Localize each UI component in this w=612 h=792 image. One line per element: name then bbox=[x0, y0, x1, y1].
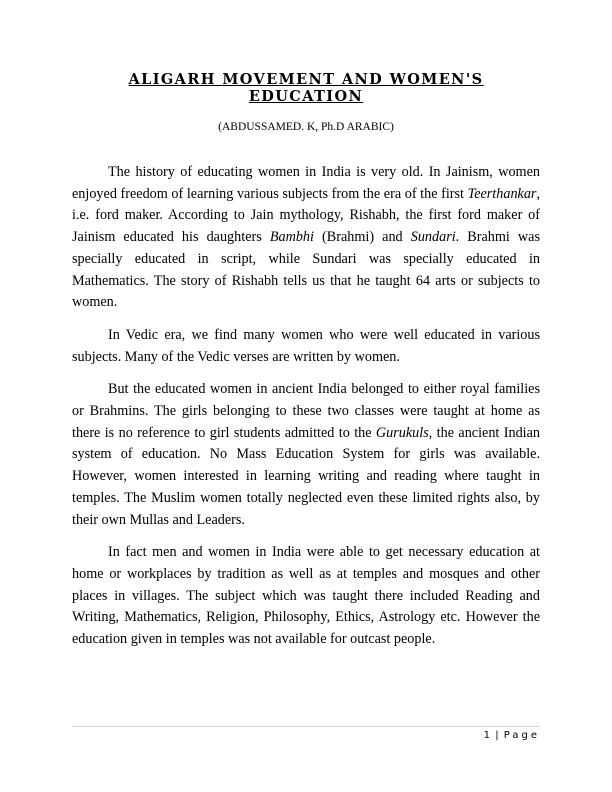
paragraph-villages: In fact men and women in India were able to get necessary education at home or workplaces by tradition as well as at temples and mosques and other places in villages. The subject which was taught there included Reading and Writing, Mathematics, Religion, Philosophy, Ethics, Astrology etc. However the education given in temples was not available for outcast people. bbox=[72, 544, 540, 648]
paragraph-ancient-india bbox=[72, 379, 540, 531]
footer-separator: | bbox=[495, 730, 499, 741]
text-run: , i.e. ford maker. According to Jain mythology, Rishabh, the first ford maker of Jainism educated his daughters bbox=[72, 185, 540, 246]
page-number: 1 bbox=[483, 730, 491, 741]
page-label: Page bbox=[503, 730, 540, 741]
term-bambhi: Bambhi bbox=[269, 229, 314, 246]
document-title: ALIGARH MOVEMENT AND WOMEN'S EDUCATION bbox=[128, 71, 484, 105]
page-footer bbox=[72, 730, 540, 741]
term-gurukuls: Gurukuls bbox=[375, 424, 429, 441]
text-run: , the ancient Indian system of education. No Mass Education System for girls was available. However, women interested in learning writing and reading where taught in temples. The Muslim women totally neglected even these limited rights also, by their own Mullas and Leaders. bbox=[72, 424, 540, 528]
text-run: . Brahmi was specially educated in script, while Sundari was specially educated in Mathematics. The story of Rishabh tells us that he taught 64 arts or subjects to women. bbox=[72, 229, 540, 311]
paragraph-vedic: In Vedic era, we find many women who were well educated in various subjects. Many of the Vedic verses are written by women. bbox=[72, 326, 540, 365]
paragraph-jainism bbox=[72, 162, 540, 314]
term-sundari: Sundari bbox=[410, 229, 456, 246]
term-teerthankar: Teerthankar bbox=[467, 185, 537, 202]
text-run: The history of educating women in India is very old. In Jainism, women enjoyed freedom of learning various subjects from the era of the first bbox=[72, 164, 540, 202]
text-run: But the educated women in ancient India belonged to either royal families or Brahmins. The girls belonging to these two classes were taught at home as there is no reference to girl students admitted to the bbox=[72, 381, 540, 441]
author-byline: (ABDUSSAMED. K, Ph.D ARABIC) bbox=[218, 121, 394, 133]
text-run: (Brahmi) and bbox=[313, 229, 411, 246]
document-body bbox=[72, 162, 540, 662]
footer-divider bbox=[72, 726, 540, 727]
